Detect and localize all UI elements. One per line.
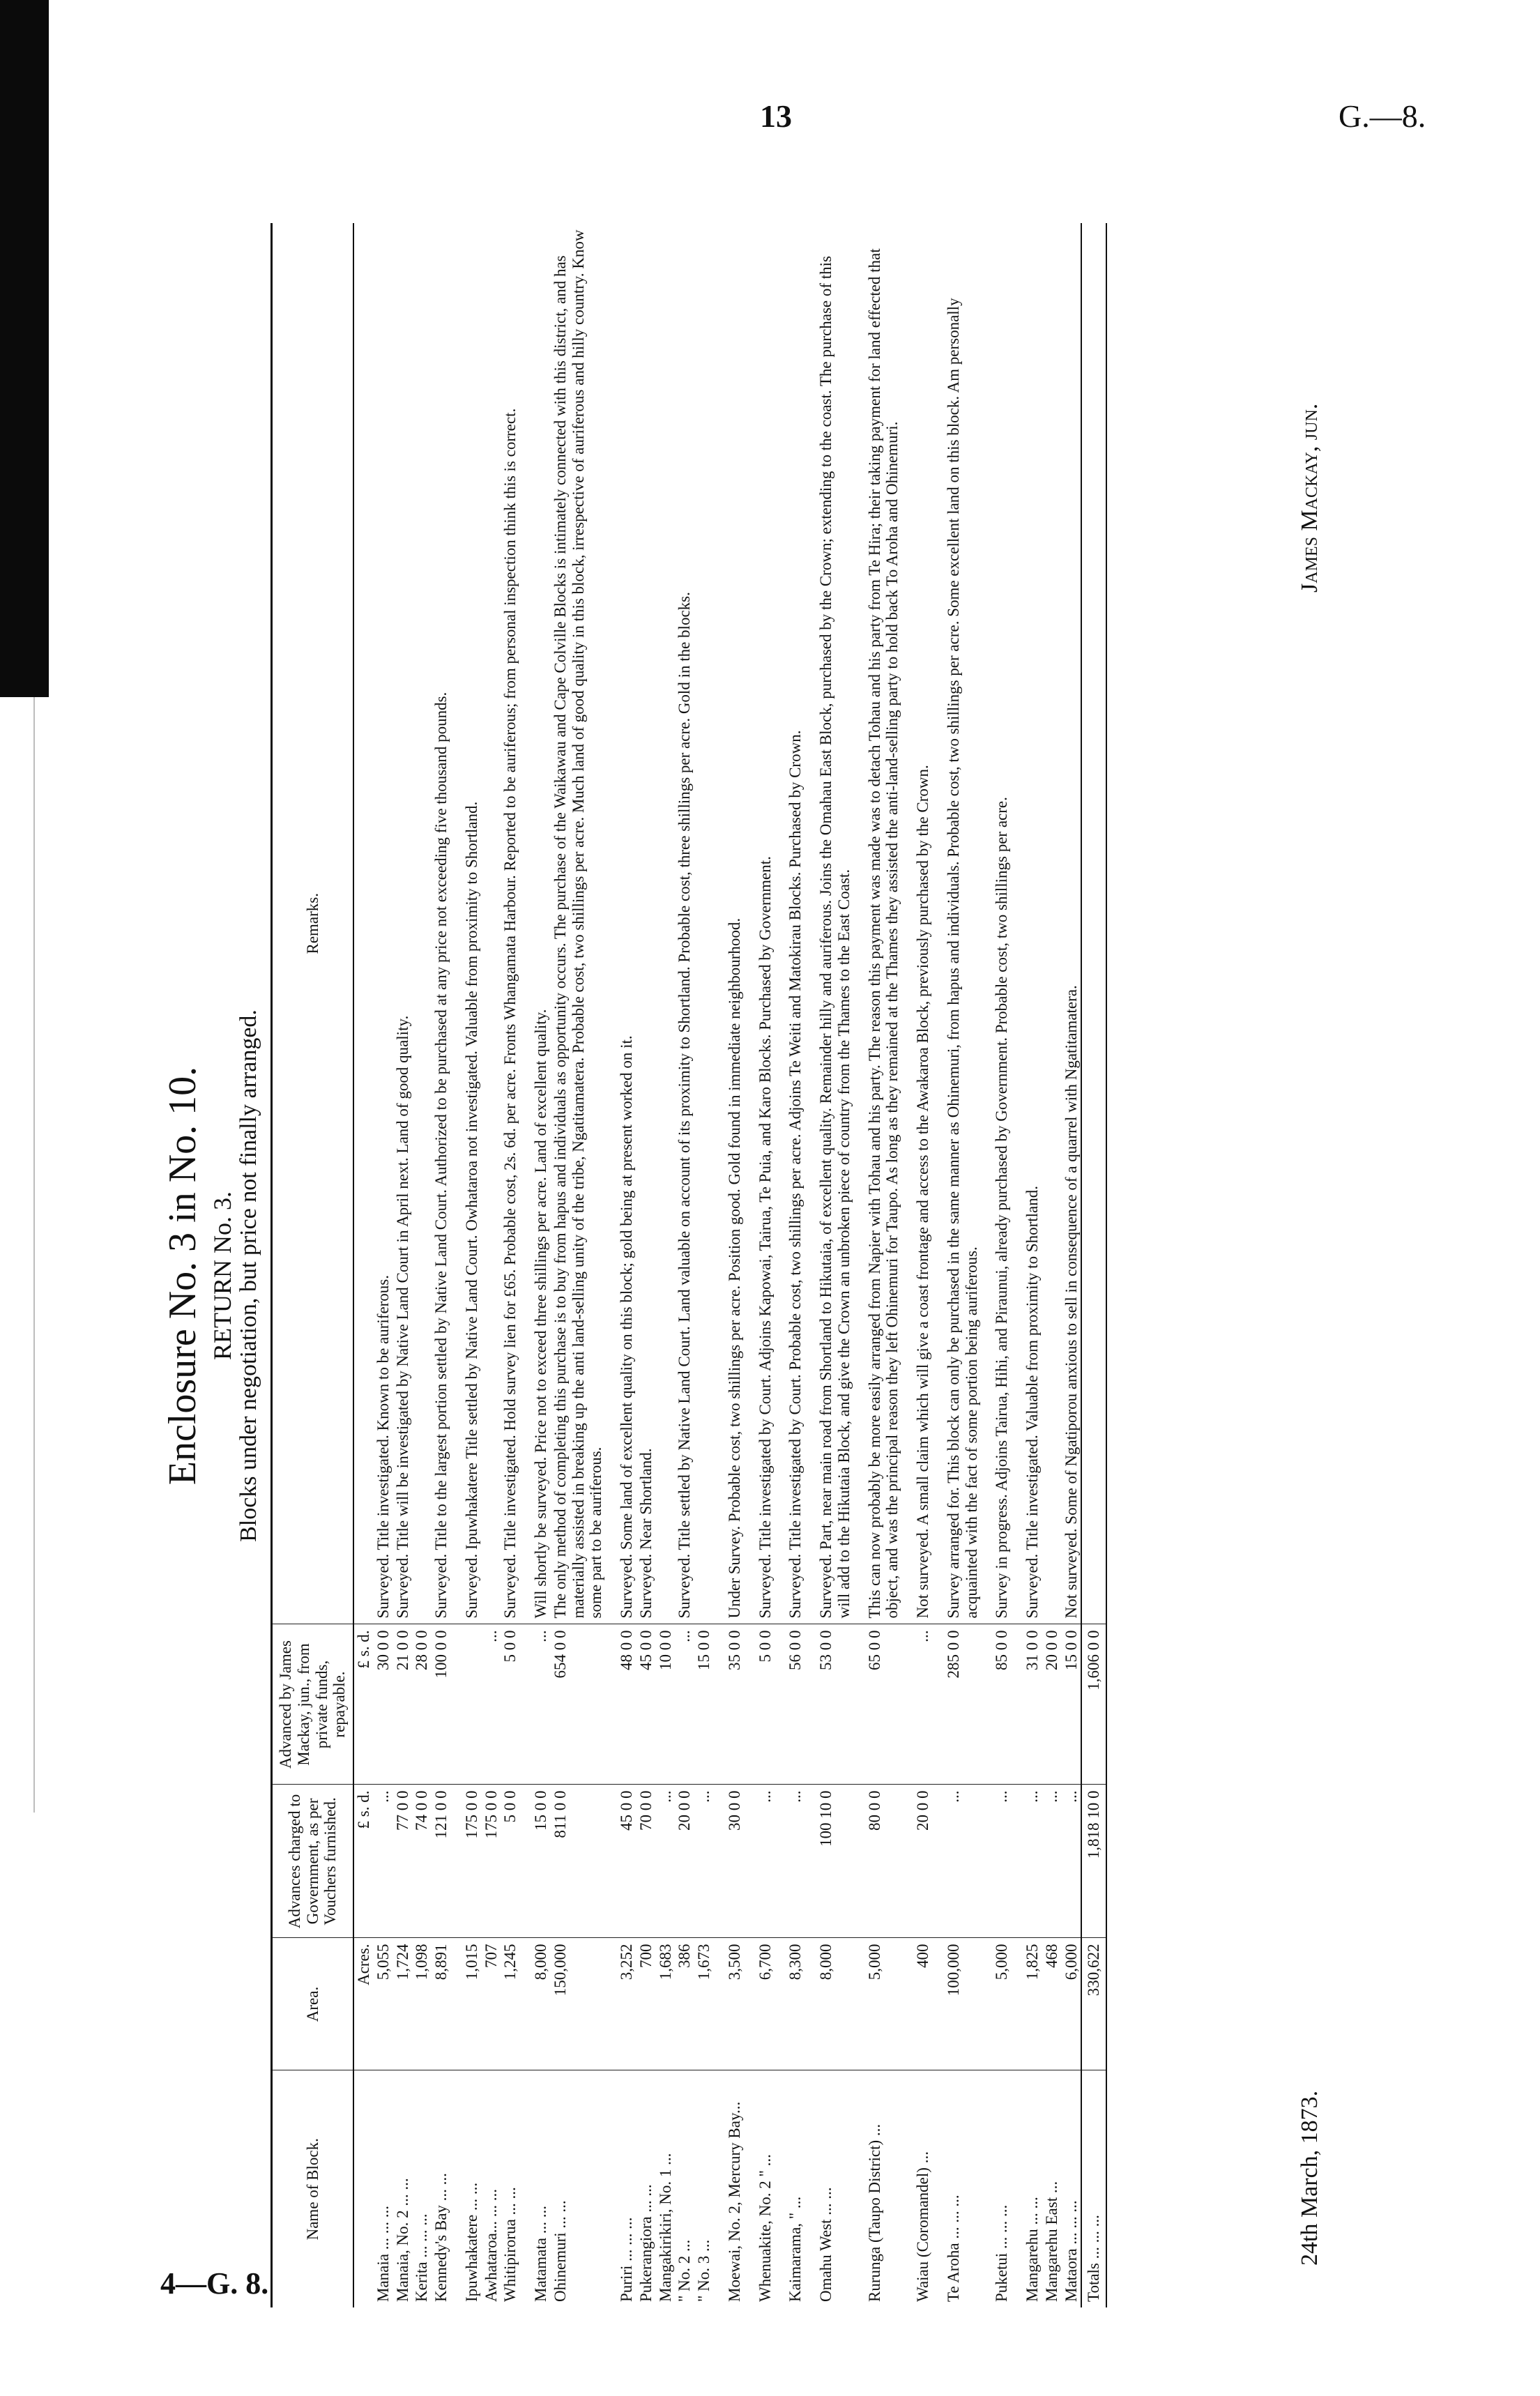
block-name: Manaia, No. 2 ... ... <box>393 2178 411 2302</box>
document-code: G.—8. <box>1339 98 1426 134</box>
block-area: 5,000 <box>992 1938 1012 2070</box>
block-remarks <box>1042 223 1062 1624</box>
block-private-advance: ... <box>913 1624 933 1785</box>
row-spacer <box>805 223 816 2307</box>
block-area: 5,055 <box>374 1938 393 2070</box>
block-area: 700 <box>636 1938 656 2070</box>
table-row <box>636 223 656 2307</box>
block-area: 1,673 <box>694 1938 714 2070</box>
block-name: Pukerangiora ... ... <box>636 2184 655 2302</box>
block-area: 6,700 <box>756 1938 775 2070</box>
row-spacer <box>606 223 617 2307</box>
area-unit: Acres. <box>353 1938 374 2070</box>
totals-area: 330,622 <box>1081 1938 1106 2070</box>
block-advances: 77 0 0 <box>393 1785 413 1938</box>
block-remarks: Surveyed. Title investigated. Valuable from proximity to Shortland. <box>1023 223 1042 1624</box>
block-remarks <box>656 223 676 1624</box>
block-advances: ... <box>944 1785 982 1938</box>
table-row <box>1023 223 1042 2307</box>
block-advances: ... <box>1062 1785 1082 1938</box>
block-advances: ... <box>694 1785 714 1938</box>
block-remarks: Under Survey. Probable cost, two shillings per acre. Position good. Gold found in immediate neighbourhood. <box>725 223 745 1624</box>
block-private-advance: 85 0 0 <box>992 1624 1012 1785</box>
block-private-advance <box>462 1624 482 1785</box>
block-name: Mangarehu ... ... <box>1023 2197 1041 2302</box>
block-remarks: Surveyed. Title investigated by Court. Probable cost, two shillings per acre. Adjoins Te Weiti and Matokirau Blocks. Purchased by Crown. <box>786 223 805 1624</box>
block-name: Te Aroha ... ... ... <box>944 2195 962 2302</box>
scan-edge-line <box>33 697 35 1813</box>
block-advances: 811 0 0 <box>551 1785 606 1938</box>
block-name: Mangakirikiri, No. 1 ... <box>656 2153 674 2302</box>
table-row <box>944 223 982 2307</box>
table-row <box>992 223 1012 2307</box>
block-advances: ... <box>786 1785 805 1938</box>
block-area: 1,245 <box>501 1938 520 2070</box>
block-remarks: Surveyed. Title settled by Native Land Court. Land valuable on account of its proximity to Shortland. Probable cost, three shillings per acre. Gold in the blocks. <box>675 223 694 1624</box>
block-remarks: Not surveyed. Some of Ngatiporou anxious to sell in consequence of a quarrel with Ngatitamatera. <box>1062 223 1082 1624</box>
row-spacer <box>745 223 756 2307</box>
block-area: 707 <box>482 1938 501 2070</box>
block-name: Manaia ... ... ... <box>374 2206 392 2302</box>
block-area: 3,252 <box>617 1938 636 2070</box>
block-area: 150,000 <box>551 1938 606 2070</box>
block-area: 100,000 <box>944 1938 982 2070</box>
block-private-advance: 20 0 0 <box>1042 1624 1062 1785</box>
table-row <box>865 223 903 2307</box>
table-row <box>694 223 714 2307</box>
row-spacer <box>451 223 462 2307</box>
table-row <box>482 223 501 2307</box>
table-row <box>725 223 745 2307</box>
block-private-advance: ... <box>482 1624 501 1785</box>
block-name: Whitipirorua ... ... <box>501 2187 519 2302</box>
signature: James Mackay, jun. <box>1297 403 1322 593</box>
sheet-signature: 4—G. 8. <box>160 2266 269 2300</box>
table-row <box>412 223 432 2307</box>
totals-private: 1,606 0 0 <box>1081 1624 1106 1785</box>
block-private-advance: 654 0 0 <box>551 1624 606 1785</box>
block-name: " No. 3 ... <box>695 2239 712 2302</box>
block-area: 468 <box>1042 1938 1062 2070</box>
block-area: 1,683 <box>656 1938 676 2070</box>
block-remarks: Surveyed. Title investigated. Known to be auriferous. <box>374 223 393 1624</box>
block-remarks: Surveyed. Some land of excellent quality on this block; gold being at present worked on it. <box>617 223 636 1624</box>
block-area: 386 <box>675 1938 694 2070</box>
table-row <box>1042 223 1062 2307</box>
block-advances: 30 0 0 <box>725 1785 745 1938</box>
table-row <box>786 223 805 2307</box>
block-advances: 175 0 0 <box>482 1785 501 1938</box>
block-name: Puketui ... ... ... <box>993 2204 1011 2302</box>
table-row <box>551 223 606 2307</box>
block-name: Mangarehu East ... <box>1042 2181 1060 2302</box>
private-unit: £ s. d. <box>353 1624 374 1785</box>
block-advances: ... <box>656 1785 676 1938</box>
block-private-advance: 21 0 0 <box>393 1624 413 1785</box>
table-row <box>913 223 933 2307</box>
block-name: Kerita ... ... ... <box>413 2213 431 2302</box>
block-area: 1,825 <box>1023 1938 1042 2070</box>
block-area: 1,724 <box>393 1938 413 2070</box>
block-advances: 20 0 0 <box>913 1785 933 1938</box>
block-advances: 80 0 0 <box>865 1785 903 1938</box>
block-remarks: The only method of completing this purchase is to buy from hapus and individuals as opportunity occurs. The purchase of the Waikawau and Cape Colville Blocks is intimately connected with this district, and has materially assisted in breaking up the anti land-selling unity of the tribe, Ngatitamatera. Probable cost, two shillings per acre. Much land of good quality in this block, irrespective of auriferous and hilly country. Know some part to be auriferous. <box>551 223 606 1624</box>
block-remarks: Surveyed. Title to the largest portion settled by Native Land Court. Authorized to be purchased at any price not exceeding five thousand pounds. <box>432 223 451 1624</box>
block-remarks <box>694 223 714 1624</box>
block-advances: ... <box>1023 1785 1042 1938</box>
block-area: 5,000 <box>865 1938 903 2070</box>
block-name: Awhataroa... ... ... <box>482 2188 500 2302</box>
row-spacer <box>902 223 913 2307</box>
table-row <box>656 223 676 2307</box>
units-row <box>353 223 374 2307</box>
rotated-return-sheet <box>153 230 1380 2321</box>
block-advances: 15 0 0 <box>531 1785 551 1938</box>
block-area: 8,000 <box>816 1938 854 2070</box>
block-area: 8,300 <box>786 1938 805 2070</box>
block-name: Kaimarama, " ... <box>786 2196 805 2302</box>
block-remarks: Surveyed. Title investigated by Court. Adjoins Kapowai, Tairua, Te Puia, and Karo Blocks. Purchased by Government. <box>756 223 775 1624</box>
row-spacer <box>854 223 865 2307</box>
block-name: Omahu West ... ... <box>817 2187 834 2302</box>
return-number: RETURN No. 3. <box>208 1191 236 1360</box>
block-private-advance: 30 0 0 <box>374 1624 393 1785</box>
col-advances-header: Advances charged to Government, as per Vouchers furnished. <box>272 1785 354 1938</box>
block-private-advance: ... <box>675 1624 694 1785</box>
block-name: Waiau (Coromandel) ... <box>914 2151 931 2302</box>
block-name: Moewai, No. 2, Mercury Bay... <box>725 2101 743 2302</box>
col-private-header: Advanced by James Mackay, jun., from private funds, repayable. <box>272 1624 354 1785</box>
block-remarks: This can now probably be more easily arranged from Napier with Tohau and his party. The reason this payment was made was to detach Tohau and his party from Te Hira; their taking payment for land effected that object, and was the principal reason they left Ohinemuri for Taupo. As long as they remained at the Thames they assisted the anti-land-selling party to hold back To Aroha and Ohinemuri. <box>865 223 903 1624</box>
advances-unit: £ s. d. <box>353 1785 374 1938</box>
page-number: 13 <box>760 98 792 134</box>
block-name: Puriri ... ... ... <box>618 2217 635 2302</box>
block-name: Matamata ... ... <box>532 2206 549 2302</box>
block-advances: ... <box>756 1785 775 1938</box>
col-name-header: Name of Block. <box>272 2070 354 2307</box>
block-name: Whenuakite, No. 2 " ... <box>756 2154 774 2302</box>
block-remarks: Not surveyed. A small claim which will give a coast frontage and access to the Awakaroa Block, previously purchased by the Crown. <box>913 223 933 1624</box>
block-private-advance: 31 0 0 <box>1023 1624 1042 1785</box>
block-remarks: Surveyed. Part, near main road from Shortland to Hikutaia, of excellent quality. Remainder hilly and auriferous. Joins the Omahau East Block, purchased by the Crown; extending to the coast. The purchase of this will add to the Hikutaia Block, and give the Crown an unbroken piece of country from the Thames to the East Coast. <box>816 223 854 1624</box>
table-header-row <box>272 223 354 2307</box>
block-area: 8,891 <box>432 1938 451 2070</box>
table-row <box>374 223 393 2307</box>
table-body <box>353 223 1081 2307</box>
block-private-advance: 5 0 0 <box>501 1624 520 1785</box>
row-spacer <box>933 223 944 2307</box>
table-row <box>432 223 451 2307</box>
block-private-advance: 15 0 0 <box>694 1624 714 1785</box>
block-private-advance: 48 0 0 <box>617 1624 636 1785</box>
block-area: 6,000 <box>1062 1938 1082 2070</box>
block-private-advance: 15 0 0 <box>1062 1624 1082 1785</box>
block-remarks: Survey arranged for. This block can only be purchased in the same manner as Ohinemuri, from hapus and individuals. Probable cost, two shillings per acre. Some excellent land on this block. Am personally acquainted with the fact of some portion being auriferous. <box>944 223 982 1624</box>
enclosure-title: Enclosure No. 3 in No. 10. <box>161 1066 204 1486</box>
block-advances: 100 10 0 <box>816 1785 854 1938</box>
block-remarks <box>482 223 501 1624</box>
block-name: Mataora ... ... ... <box>1062 2200 1080 2302</box>
totals-advances: 1,818 10 0 <box>1081 1785 1106 1938</box>
block-advances: 45 0 0 <box>617 1785 636 1938</box>
block-area: 3,500 <box>725 1938 745 2070</box>
block-remarks: Will shortly be surveyed. Price not to exceed three shillings per acre. Land of excellent quality. <box>531 223 551 1624</box>
block-private-advance: 100 0 0 <box>432 1624 451 1785</box>
block-name: Kennedy's Bay ... ... <box>432 2173 450 2302</box>
block-private-advance: ... <box>531 1624 551 1785</box>
block-remarks <box>412 223 432 1624</box>
block-private-advance: 65 0 0 <box>865 1624 903 1785</box>
table-row <box>531 223 551 2307</box>
block-area: 400 <box>913 1938 933 2070</box>
scan-edge-bar <box>0 0 49 697</box>
block-private-advance: 5 0 0 <box>756 1624 775 1785</box>
block-remarks: Surveyed. Title investigated. Hold survey lien for £65. Probable cost, 2s. 6d. per acre. Fronts Whangamata Harbour. Reported to be auriferous; from personal inspection think this is correct. <box>501 223 520 1624</box>
row-spacer <box>1012 223 1023 2307</box>
block-advances: 20 0 0 <box>675 1785 694 1938</box>
table-end-rule <box>1106 223 1108 2307</box>
block-advances: 74 0 0 <box>412 1785 432 1938</box>
block-area: 8,000 <box>531 1938 551 2070</box>
block-name: Rurunga (Taupo District) ... <box>865 2123 883 2302</box>
block-private-advance: 10 0 0 <box>656 1624 676 1785</box>
row-spacer <box>981 223 992 2307</box>
block-area: 1,015 <box>462 1938 482 2070</box>
table-row <box>501 223 520 2307</box>
block-name: Ohinemuri ... ... <box>551 2200 569 2302</box>
table-row <box>1062 223 1082 2307</box>
return-date: 24th March, 1873. <box>1297 2090 1322 2266</box>
block-private-advance: 35 0 0 <box>725 1624 745 1785</box>
block-remarks: Survey in progress. Adjoins Tairua, Hihi, and Piraunui, already purchased by Government. Probable cost, two shillings per acre. <box>992 223 1012 1624</box>
block-advances: 5 0 0 <box>501 1785 520 1938</box>
block-private-advance: 285 0 0 <box>944 1624 982 1785</box>
totals-row <box>1081 223 1106 2307</box>
return-caption: Blocks under negotiation, but price not finally arranged. <box>236 1009 261 1542</box>
totals-label: Totals ... ... ... <box>1081 2070 1106 2307</box>
block-advances: 121 0 0 <box>432 1785 451 1938</box>
row-spacer <box>775 223 786 2307</box>
table-row <box>393 223 413 2307</box>
block-private-advance: 56 0 0 <box>786 1624 805 1785</box>
block-advances: ... <box>992 1785 1012 1938</box>
block-remarks: Surveyed. Ipuwhakatere Title settled by Native Land Court. Owhataroa not investigated. Valuable from proximity to Shortland. <box>462 223 482 1624</box>
table-row <box>675 223 694 2307</box>
block-advances: 175 0 0 <box>462 1785 482 1938</box>
block-remarks: Surveyed. Title will be investigated by Native Land Court in April next. Land of good quality. <box>393 223 413 1624</box>
block-advances: ... <box>1042 1785 1062 1938</box>
table-row <box>756 223 775 2307</box>
block-private-advance: 28 0 0 <box>412 1624 432 1785</box>
table-row <box>462 223 482 2307</box>
blocks-table <box>270 223 1108 2307</box>
block-advances: ... <box>374 1785 393 1938</box>
col-remarks-header: Remarks. <box>272 223 354 1624</box>
block-name: " No. 2 ... <box>676 2239 694 2302</box>
block-name: Ipuwhakatere ... ... <box>462 2182 480 2302</box>
table-row <box>816 223 854 2307</box>
row-spacer <box>520 223 531 2307</box>
row-spacer <box>714 223 725 2307</box>
block-remarks: Surveyed. Near Shortland. <box>636 223 656 1624</box>
block-private-advance: 53 0 0 <box>816 1624 854 1785</box>
block-area: 1,098 <box>412 1938 432 2070</box>
table-row <box>617 223 636 2307</box>
col-area-header: Area. <box>272 1938 354 2070</box>
block-private-advance: 45 0 0 <box>636 1624 656 1785</box>
block-advances: 70 0 0 <box>636 1785 656 1938</box>
